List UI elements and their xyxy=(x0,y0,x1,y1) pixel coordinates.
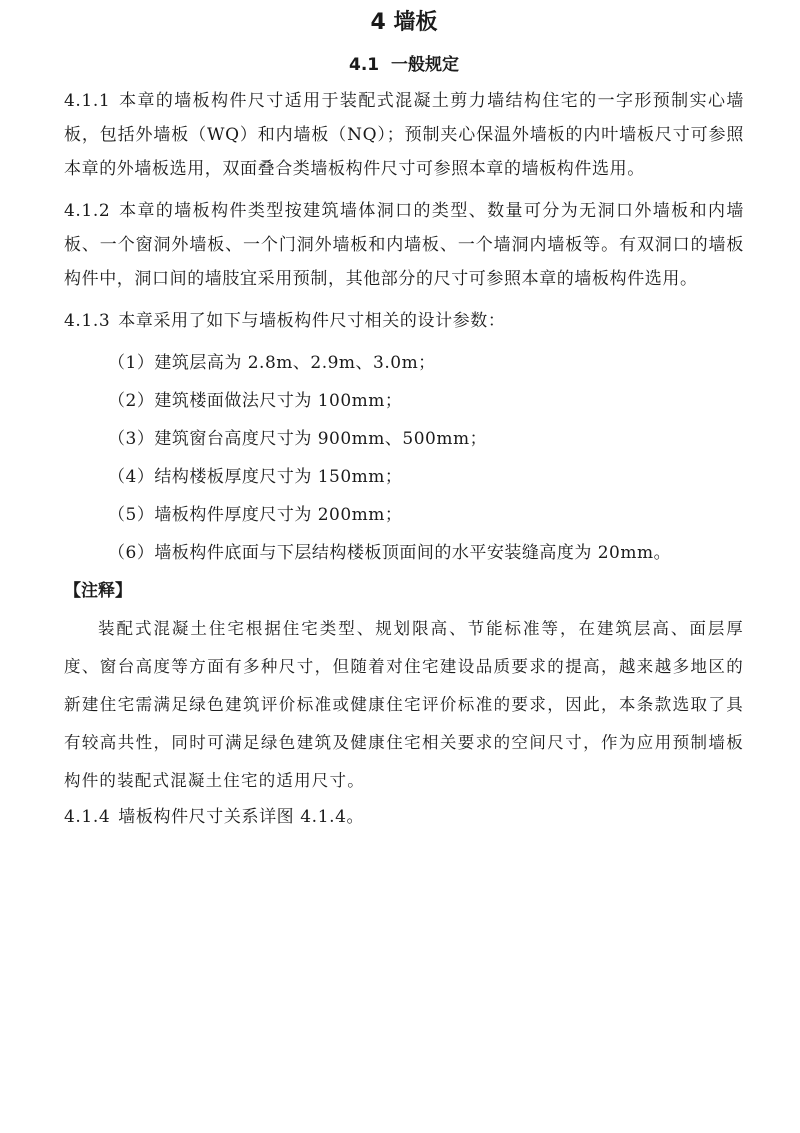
chapter-title: 4 墙板 xyxy=(370,10,438,35)
design-parameter-item: （5）墙板构件厚度尺寸为 200mm； xyxy=(108,505,403,525)
clause-4-1-3 xyxy=(64,304,744,338)
design-parameter-item: （1）建筑层高为 2.8m、2.9m、3.0m； xyxy=(108,353,436,373)
clause-text: 本章采用了如下与墙板构件尺寸相关的设计参数： xyxy=(118,311,506,331)
clause-text: 墙板构件尺寸关系详图 4.1.4。 xyxy=(118,807,365,827)
design-parameter-item: （2）建筑楼面做法尺寸为 100mm； xyxy=(108,391,403,411)
clause-4-1-1 xyxy=(64,84,744,186)
section-heading: 一般规定 xyxy=(390,55,459,75)
design-parameter-item: （4）结构楼板厚度尺寸为 150mm； xyxy=(108,467,403,487)
clause-number: 4.1.1 xyxy=(64,91,111,111)
clause-number: 4.1.2 xyxy=(64,201,111,221)
clause-number: 4.1.4 xyxy=(64,807,111,827)
design-parameter-list xyxy=(64,344,744,572)
section-title xyxy=(64,52,744,78)
clause-text: 本章的墙板构件类型按建筑墙体洞口的类型、数量可分为无洞口外墙板和内墙板、一个窗洞外墙板、一个门洞外墙板和内墙板、一个墙洞内墙板等。有双洞口的墙板构件中，洞口间的墙肢宜采用预制，其他部分的尺寸可参照本章的墙板构件选用。 xyxy=(64,201,744,289)
clause-text: 本章的墙板构件尺寸适用于装配式混凝土剪力墙结构住宅的一字形预制实心墙板，包括外墙板（WQ）和内墙板（NQ）；预制夹心保温外墙板的内叶墙板尺寸可参照本章的外墙板选用，双面叠合类墙板构件尺寸可参照本章的墙板构件选用。 xyxy=(64,91,744,179)
design-parameter-item: （3）建筑窗台高度尺寸为 900mm、500mm； xyxy=(108,429,488,449)
clause-number: 4.1.3 xyxy=(64,311,111,331)
note-title: 【注释】 xyxy=(64,581,132,601)
clause-4-1-4 xyxy=(64,800,744,834)
design-parameter-item: （6）墙板构件底面与下层结构楼板顶面间的水平安装缝高度为 20mm。 xyxy=(108,543,672,563)
note-body: 装配式混凝土住宅根据住宅类型、规划限高、节能标准等，在建筑层高、面层厚度、窗台高度等方面有多种尺寸，但随着对住宅建设品质要求的提高，越来越多地区的新建住宅需满足绿色建筑评价标准或健康住宅评价标准的要求，因此，本条款选取了具有较高共性，同时可满足绿色建筑及健康住宅相关要求的空间尺寸，作为应用预制墙板构件的装配式混凝土住宅的适用尺寸。 xyxy=(64,619,744,790)
clause-4-1-2 xyxy=(64,194,744,296)
section-number: 4.1 xyxy=(349,55,380,75)
